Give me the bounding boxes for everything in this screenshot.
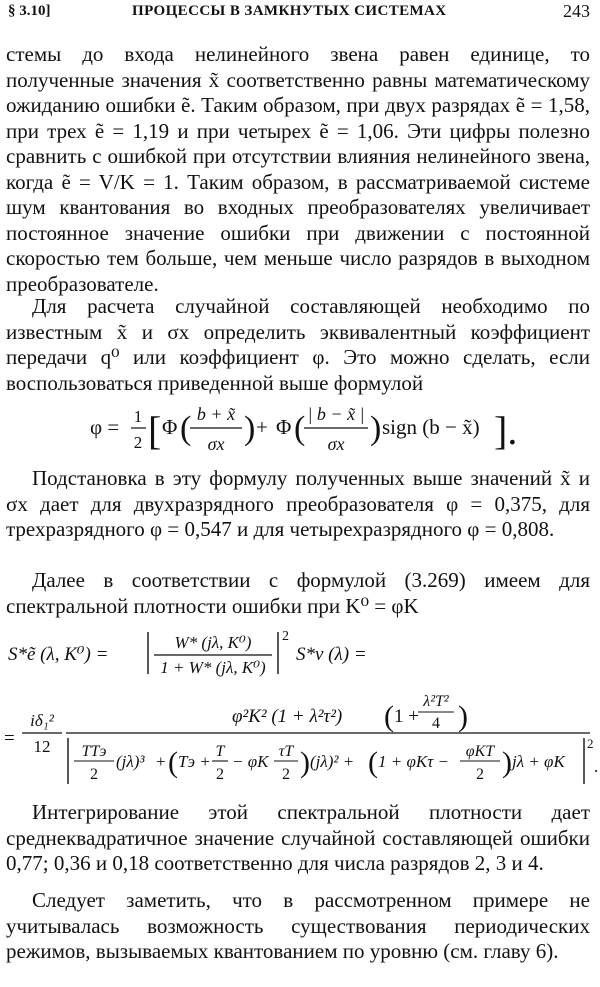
- spectral-den-t4: T: [215, 743, 225, 760]
- spectral-den-t2: (jλ)³: [116, 752, 145, 771]
- formula-phi-num2: | b − x̃ |: [307, 404, 365, 424]
- spectral-den-t6: τT: [278, 743, 294, 760]
- spectral-den-two-3: 2: [282, 766, 290, 783]
- bracket-close: ].: [494, 408, 518, 453]
- spectral-eq: =: [4, 728, 15, 749]
- spectral-den-t10: jλ + φK: [512, 752, 565, 771]
- formula-phi-Phi-1: Φ: [162, 415, 178, 439]
- spectral-den-t3: Tэ +: [178, 752, 211, 771]
- formula-phi-den2: σx: [327, 434, 345, 454]
- svg-text:.: .: [594, 757, 599, 776]
- svg-text:1 +: 1 +: [394, 706, 419, 727]
- svg-text:): ): [370, 410, 382, 447]
- formula-phi-num1: b + x̃: [196, 404, 236, 424]
- formula-phi-sign: sign (b − x̃): [382, 415, 480, 439]
- svg-text:): ): [458, 700, 468, 733]
- spectral-den-two-4: 2: [476, 766, 484, 783]
- formula-phi-half-den: 2: [133, 433, 143, 452]
- paragraph-6: Следует заметить, что в рассмотренном примере не учитывалась возможность существования периодических режимов, вызываемых квантованием по уровню (см. главу 6).: [6, 888, 590, 963]
- spectral-coef-num: iδ₁²: [30, 711, 54, 730]
- formula-phi-den1: σx: [207, 434, 225, 454]
- spectral-den-t8: 1 + φKτ −: [378, 752, 450, 771]
- svg-text:2: 2: [587, 736, 594, 751]
- svg-text:(: (: [368, 746, 378, 779]
- svg-text:): ): [502, 746, 512, 779]
- spectral-den-t7: (jλ)² +: [310, 752, 355, 771]
- spectral-den-t1: TTэ: [81, 743, 107, 760]
- formula-spectral: [0, 622, 600, 790]
- svg-text:(: (: [384, 700, 394, 733]
- svg-text:(: (: [294, 410, 306, 447]
- spectral-den-t9: φKT: [465, 743, 495, 760]
- spectral-den-two-1: 2: [90, 766, 98, 783]
- svg-text:2: 2: [282, 629, 289, 644]
- spectral-num-c: 4: [432, 715, 440, 732]
- spectral-den-t5: − φK: [232, 752, 269, 771]
- formula-phi-Phi-2: Φ: [276, 415, 292, 439]
- svg-text:): ): [300, 746, 310, 779]
- running-header: [0, 0, 600, 34]
- section-reference: § 3.10]: [8, 3, 51, 19]
- spectral-frac-den: 1 + W* (jλ, K⁰): [160, 658, 266, 677]
- paragraph-3: Подстановка в эту формулу полученных выше значений x̃ и σx дает для двухразрядного преобразователя φ = 0,375, для трехразрядного φ = 0,547 и для четырехразрядного φ = 0,808.: [6, 466, 590, 541]
- spectral-lhs: S*ẽ (λ, K⁰) =: [8, 644, 109, 665]
- spectral-frac-num: W* (jλ, K⁰): [174, 633, 252, 652]
- spectral-den-two-2: 2: [216, 766, 224, 783]
- formula-phi: [0, 392, 600, 464]
- spectral-num-b: λ²T²: [423, 693, 449, 710]
- formula-phi-half-num: 1: [133, 407, 143, 426]
- svg-text:+: +: [156, 752, 166, 771]
- spectral-num-a: φ²K² (1 + λ²τ²): [232, 706, 343, 727]
- svg-text:): ): [244, 410, 256, 447]
- spectral-coef-den: 12: [33, 737, 51, 756]
- paragraph-5: Интегрирование этой спектральной плотности дает среднеквадратичное значение случайной составляющей ошибки 0,77; 0,36 и 0,18 соответственно для числа разрядов 2, 3 и 4.: [6, 800, 590, 875]
- spectral-tail: S*v (λ) =: [296, 644, 367, 665]
- chapter-title: ПРОЦЕССЫ В ЗАМКНУТЫХ СИСТЕМАХ: [132, 3, 447, 19]
- svg-text:(: (: [180, 410, 192, 447]
- svg-text:+: +: [256, 415, 268, 439]
- bracket-open: [: [148, 408, 162, 453]
- formula-phi-lhs: φ =: [90, 415, 120, 439]
- paragraph-4: Далее в соответствии с формулой (3.269) имеем для спектральной плотности ошибки при K⁰ = φK: [6, 568, 590, 618]
- page-number: 243: [563, 1, 590, 21]
- paragraph-2: Для расчета случайной составляющей необходимо по известным x̃ и σx определить эквивалентный коэффициент передачи q⁰ или коэффициент φ. Это можно сделать, если воспользоваться приведенной выше формулой: [6, 294, 590, 395]
- paragraph-1: стемы до входа нелинейного звена равен единице, то полученные значения x̃ соответственно равны математическому ожиданию ошибки ẽ. Таким образом, при двух разрядах ẽ = 1,58, при трех ẽ = 1,19 и при четырех ẽ = 1,06. Эти цифры полезно сравнить с ошибкой при отсутствии влияния нелинейного звена, когда ẽ = V/K = 1. Таким образом, в рассматриваемой системе шум квантования во входных преобразователях увеличивает постоянное значение ошибки при движении с постоянной скоростью тем больше, чем меньше число разрядов в выходном преобразователе.: [6, 42, 590, 296]
- svg-text:(: (: [168, 746, 178, 779]
